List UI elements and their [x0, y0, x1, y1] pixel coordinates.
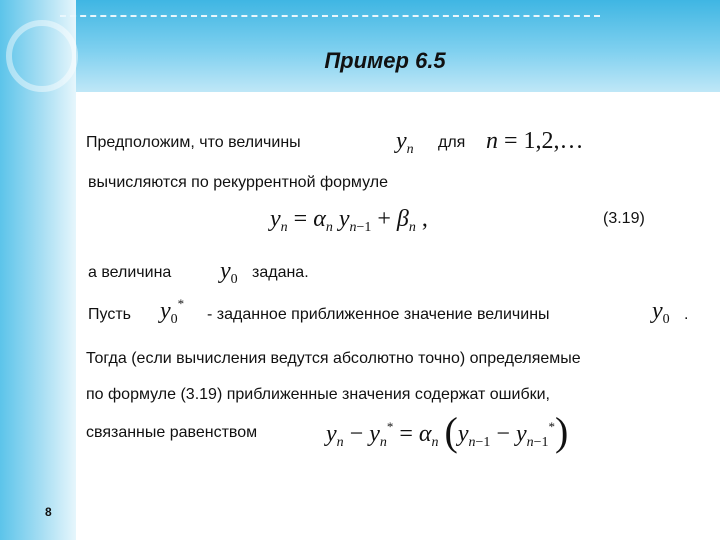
slide-title: Пример 6.5	[324, 48, 446, 73]
math-n-range: n = 1,2,…	[486, 128, 584, 154]
text-line1-a: Предположим, что величины	[86, 134, 301, 151]
math-y0: $y_0$	[220, 258, 238, 287]
equation-label: (3.19)	[603, 210, 645, 227]
header-band	[0, 0, 720, 92]
math-y0-star: $y_0^*$	[160, 296, 185, 327]
text-line5: Тогда (если вычисления ведутся абсолютно точно) определяемые	[86, 350, 581, 367]
math-y0-2: $y_0$	[652, 298, 670, 327]
formula-recurrence: $y_n = \alpha_n$ $y_{n-1} + \beta_n$ ,	[270, 206, 428, 235]
formula-error: $y_n - y_n^* = \alpha_n$ $(y_{n-1} - y_{n-1}^*)$	[326, 409, 569, 454]
text-line4-b: - заданное приближенное значение величины	[207, 306, 550, 323]
math-yn: $y_n$	[396, 128, 414, 157]
text-line6: по формуле (3.19) приближенные значения содержат ошибки,	[86, 386, 550, 403]
text-line4-c: .	[684, 306, 689, 323]
dashed-divider	[60, 15, 600, 17]
text-line2: вычисляются по рекуррентной формуле	[88, 174, 388, 191]
text-line3-a: а величина	[88, 264, 172, 281]
text-line3-b: задана.	[252, 264, 309, 281]
page-number: 8	[45, 505, 52, 519]
text-line7: связанные равенством	[86, 424, 258, 441]
text-line4-a: Пусть	[88, 306, 131, 323]
text-line1-b: для	[438, 134, 466, 151]
